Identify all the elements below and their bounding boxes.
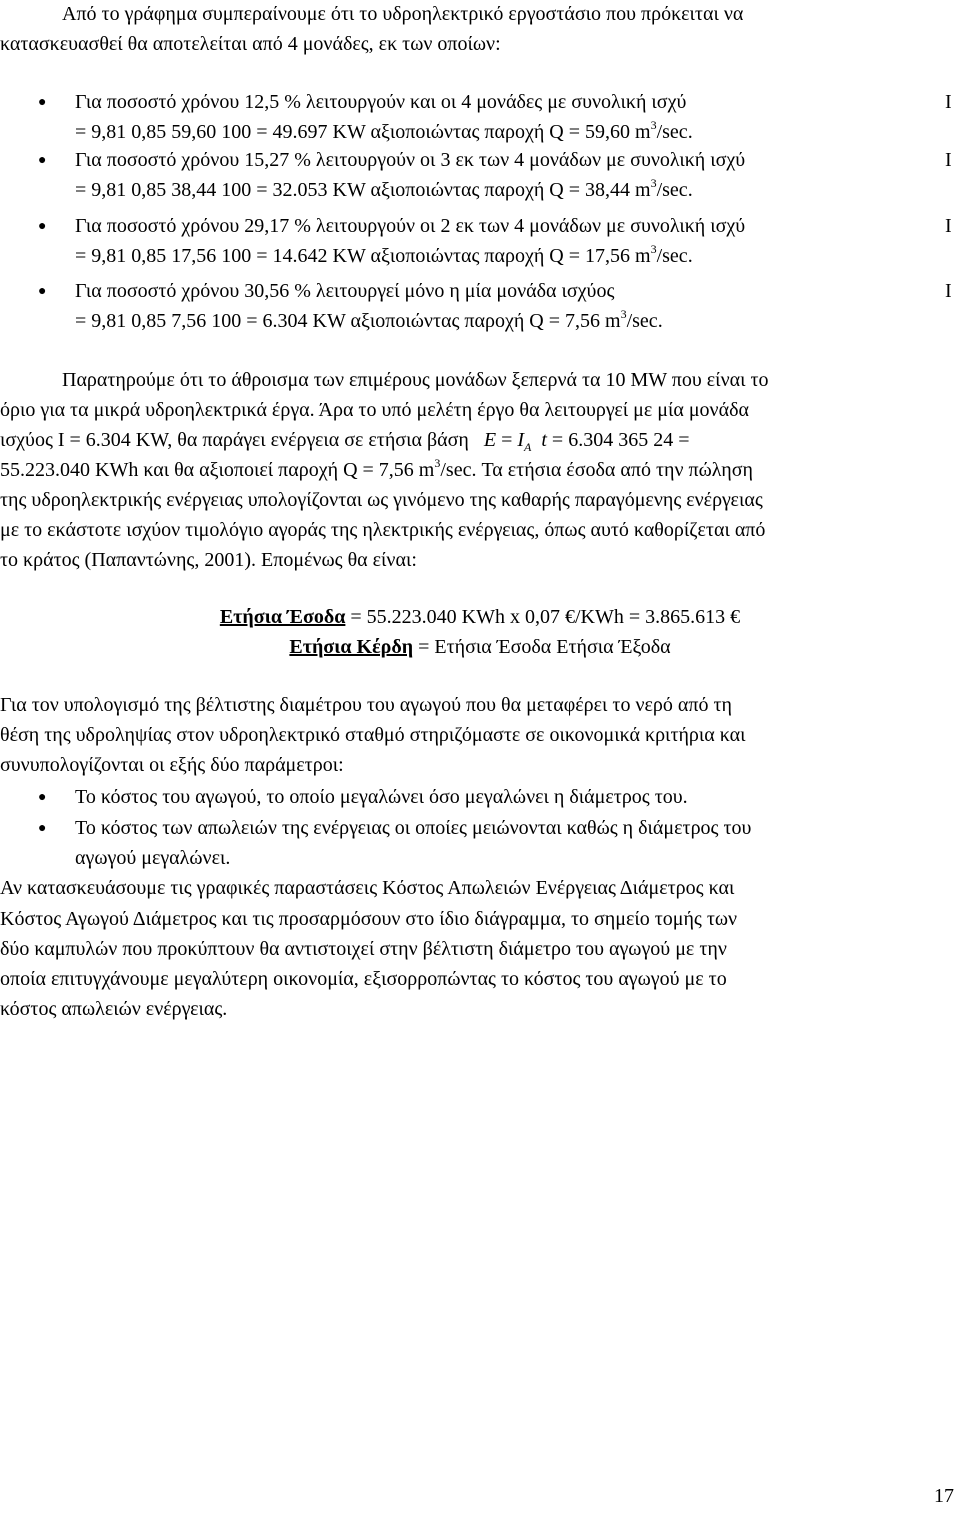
para3-line-4: Αν κατασκευάσουμε τις γραφικές παραστάσεις Κόστος Απωλειών Ενέργειας Διάμετρος και <box>0 877 735 899</box>
annual-revenue-formula: Ετήσια Έσοδα = 55.223.040 KWh x 0,07 €/KWh = 3.865.613 € <box>219 606 741 628</box>
unit-line-1: Για ποσοστό χρόνου 30,56 % λειτουργεί μόνο η μία μονάδα ισχύος <box>75 280 615 302</box>
unit-line-1: Για ποσοστό χρόνου 29,17 % λειτουργούν οι 2 εκ των 4 μονάδων με συνολική ισχύ <box>75 215 746 237</box>
parameter-line-cont: αγωγού μεγαλώνει. <box>75 847 231 869</box>
para2-line-1: Παρατηρούμε ότι το άθροισμα των επιμέρους μονάδων ξεπερνά τα 10 MW που είναι το <box>62 369 769 391</box>
para3-line-8: κόστος απωλειών ενέργειας. <box>0 998 228 1020</box>
unit-power-symbol: I <box>945 280 952 302</box>
parameter-line: Το κόστος του αγωγού, το οποίο μεγαλώνει όσο μεγαλώνει η διάμετρος του. <box>75 786 688 808</box>
unit-line-2: = 9,81 0,85 7,56 100 = 6.304 KW αξιοποιώντας παροχή Q = 7,56 $m^3/\sec$. <box>75 307 663 332</box>
unit-line-1: Για ποσοστό χρόνου 12,5 % λειτουργούν και οι 4 μονάδες με συνολική ισχύ <box>75 91 687 113</box>
parameter-line: Το κόστος των απωλειών της ενέργειας οι οποίες μειώνονται καθώς η διάμετρος του <box>75 817 752 839</box>
para3-line-6: δύο καμπυλών που προκύπτουν θα αντιστοιχεί στην βέλτιστη διάμετρο του αγωγού με την <box>0 938 727 960</box>
unit-line-2: = 9,81 0,85 38,44 100 = 32.053 KW αξιοποιώντας παροχή Q = 38,44 $m^3/\sec$. <box>75 176 693 201</box>
unit-power-symbol: I <box>945 215 952 237</box>
para3-line-1: Για τον υπολογισμό της βέλτιστης διαμέτρου του αγωγού που θα μεταφέρει το νερό από τη <box>0 694 732 716</box>
para3-line-2: θέση της υδροληψίας στον υδροηλεκτρικό σταθμό στηριζόμαστε σε οικονομικά κριτήρια και <box>0 724 746 746</box>
bullet-icon: ● <box>38 219 47 234</box>
unit-line-2: = 9,81 0,85 17,56 100 = 14.642 KW αξιοποιώντας παροχή Q = 17,56 $m^3/\sec$. <box>75 242 693 267</box>
unit-line-1: Για ποσοστό χρόνου 15,27 % λειτουργούν οι 3 εκ των 4 μονάδων με συνολική ισχύ <box>75 149 746 171</box>
para2-line-3: ισχύος I = 6.304 KW, θα παράγει ενέργεια σε ετήσια βάση $E = I_A$ t = 6.304 365 24 = <box>0 429 690 454</box>
intro-line-2: κατασκευασθεί θα αποτελείται από 4 μονάδες, εκ των οποίων: <box>0 33 501 55</box>
para2-line-6: με το εκάστοτε ισχύον τιμολόγιο αγοράς της ηλεκτρικής ενέργειας, όπως αυτό καθορίζεται από <box>0 519 766 541</box>
unit-line-2: = 9,81 0,85 59,60 100 = 49.697 KW αξιοποιώντας παροχή Q = 59,60 $m^3/\sec$. <box>75 118 693 143</box>
para3-line-5: Κόστος Αγωγού Διάμετρος και τις προσαρμόσουν στο ίδιο διάγραμμα, το σημείο τομής των <box>0 908 738 930</box>
intro-line-1: Από το γράφημα συμπεραίνουμε ότι το υδροηλεκτρικό εργοστάσιο που πρόκειται να <box>62 3 744 25</box>
bullet-icon: ● <box>38 284 47 299</box>
para3-line-3: συνυπολογίζονται οι εξής δύο παράμετροι: <box>0 754 344 776</box>
para2-line-7: το κράτος (Παπαντώνης, 2001). Επομένως θα είναι: <box>0 549 417 571</box>
unit-power-symbol: I <box>945 91 952 113</box>
bullet-icon: ● <box>38 790 47 805</box>
annual-profit-formula: Ετήσια Κέρδη = Ετήσια Έσοδα Ετήσια Έξοδα <box>289 636 671 658</box>
page-number: 17 <box>934 1485 954 1507</box>
bullet-icon: ● <box>38 821 47 836</box>
bullet-icon: ● <box>38 95 47 110</box>
para3-line-7: οποία επιτυγχάνουμε μεγαλύτερη οικονομία, εξισορροπώντας το κόστος του αγωγού με το <box>0 968 727 990</box>
para2-line-4: 55.223.040 KWh και θα αξιοποιεί παροχή Q = 7,56 $m^3/\sec$. Τα ετήσια έσοδα από την πώληση <box>0 456 753 481</box>
para2-line-5: της υδροηλεκτρικής ενέργειας υπολογίζονται ως γινόμενο της καθαρής παραγόμενης ενέργειας <box>0 489 763 511</box>
unit-power-symbol: I <box>945 149 952 171</box>
bullet-icon: ● <box>38 153 47 168</box>
para2-line-2: όριο για τα μικρά υδροηλεκτρικά έργα. Άρα το υπό μελέτη έργο θα λειτουργεί με μία μονάδα <box>0 399 749 421</box>
